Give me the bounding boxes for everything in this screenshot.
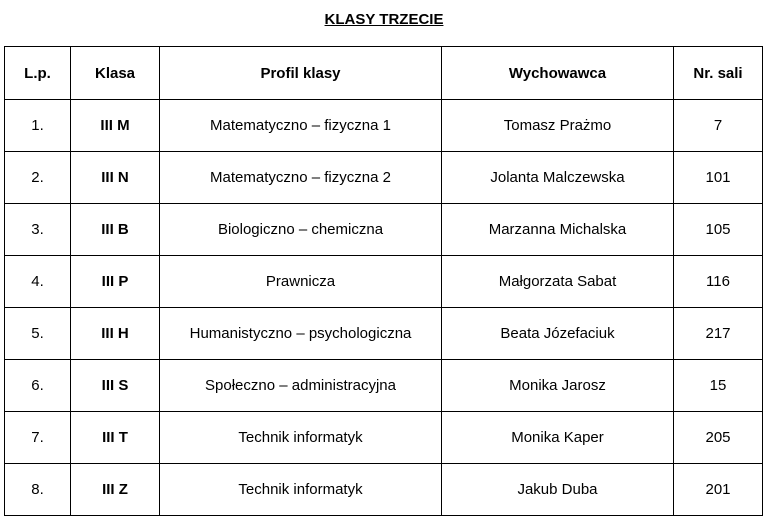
cell-lp: 7. <box>5 412 71 464</box>
cell-wychowawca: Małgorzata Sabat <box>442 256 674 308</box>
cell-nr-sali: 201 <box>674 464 763 516</box>
cell-nr-sali: 217 <box>674 308 763 360</box>
table-row <box>5 464 763 516</box>
header-lp: L.p. <box>5 47 71 100</box>
cell-lp: 2. <box>5 152 71 204</box>
cell-nr-sali: 116 <box>674 256 763 308</box>
header-wychowawca: Wychowawca <box>442 47 674 100</box>
cell-profil: Technik informatyk <box>160 464 442 516</box>
cell-nr-sali: 7 <box>674 100 763 152</box>
cell-lp: 6. <box>5 360 71 412</box>
header-klasa: Klasa <box>71 47 160 100</box>
cell-profil: Biologiczno – chemiczna <box>160 204 442 256</box>
header-profil: Profil klasy <box>160 47 442 100</box>
cell-klasa: III M <box>71 100 160 152</box>
cell-wychowawca: Monika Jarosz <box>442 360 674 412</box>
cell-wychowawca: Monika Kaper <box>442 412 674 464</box>
cell-wychowawca: Jakub Duba <box>442 464 674 516</box>
cell-klasa: III Z <box>71 464 160 516</box>
cell-wychowawca: Jolanta Malczewska <box>442 152 674 204</box>
page-title: KLASY TRZECIE <box>324 11 444 28</box>
cell-profil: Technik informatyk <box>160 412 442 464</box>
table-row <box>5 360 763 412</box>
cell-profil: Społeczno – administracyjna <box>160 360 442 412</box>
cell-lp: 8. <box>5 464 71 516</box>
cell-klasa: III B <box>71 204 160 256</box>
classes-table <box>4 46 763 516</box>
cell-lp: 1. <box>5 100 71 152</box>
cell-nr-sali: 105 <box>674 204 763 256</box>
header-nr-sali: Nr. sali <box>674 47 763 100</box>
cell-wychowawca: Tomasz Prażmo <box>442 100 674 152</box>
cell-wychowawca: Marzanna Michalska <box>442 204 674 256</box>
table-row <box>5 256 763 308</box>
cell-nr-sali: 205 <box>674 412 763 464</box>
cell-profil: Matematyczno – fizyczna 2 <box>160 152 442 204</box>
cell-lp: 5. <box>5 308 71 360</box>
cell-klasa: III H <box>71 308 160 360</box>
cell-lp: 3. <box>5 204 71 256</box>
table-row <box>5 152 763 204</box>
cell-profil: Humanistyczno – psychologiczna <box>160 308 442 360</box>
table-row <box>5 412 763 464</box>
cell-profil: Matematyczno – fizyczna 1 <box>160 100 442 152</box>
cell-klasa: III S <box>71 360 160 412</box>
table-row <box>5 308 763 360</box>
table-row <box>5 204 763 256</box>
cell-nr-sali: 15 <box>674 360 763 412</box>
cell-profil: Prawnicza <box>160 256 442 308</box>
cell-klasa: III P <box>71 256 160 308</box>
cell-klasa: III T <box>71 412 160 464</box>
cell-wychowawca: Beata Józefaciuk <box>442 308 674 360</box>
table-header-row <box>5 47 763 100</box>
table-row <box>5 100 763 152</box>
cell-lp: 4. <box>5 256 71 308</box>
cell-klasa: III N <box>71 152 160 204</box>
cell-nr-sali: 101 <box>674 152 763 204</box>
